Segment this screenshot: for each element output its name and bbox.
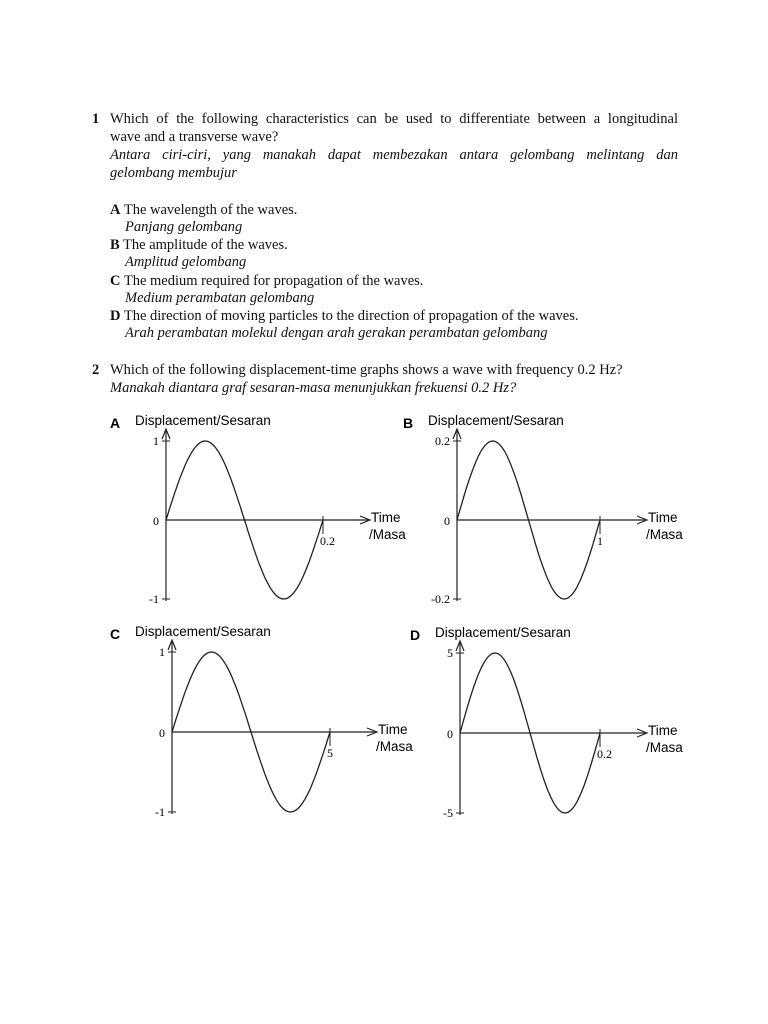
- option-text: The medium required for propagation of the waves.: [123, 273, 424, 289]
- y-tick-label: -1: [149, 592, 159, 606]
- option-c-malay: Medium perambatan gelombang: [125, 290, 315, 306]
- x-axis-label: Time: [371, 510, 401, 525]
- question-2-text: Which of the following displacement-time graphs shows a wave with frequency 0.2 Hz?: [110, 362, 623, 378]
- y-axis-label: Displacement/Sesaran: [435, 625, 571, 640]
- y-tick-label: 1: [153, 434, 159, 448]
- option-text: The wavelength of the waves.: [123, 202, 298, 218]
- question-2-number: 2: [92, 362, 100, 378]
- y-axis-label: Displacement/Sesaran: [428, 413, 564, 428]
- x-axis-label-malay: /Masa: [646, 527, 683, 542]
- x-axis-label: Time: [648, 723, 678, 738]
- x-tick-label: 1: [597, 534, 603, 548]
- x-tick-label: 5: [327, 746, 333, 760]
- y-tick-label: 1: [159, 645, 165, 659]
- y-axis-label: Displacement/Sesaran: [135, 413, 271, 428]
- graph-letter: D: [410, 627, 421, 643]
- y-tick-label: 0: [444, 514, 450, 528]
- option-b-malay: Amplitud gelombang: [125, 254, 247, 270]
- option-letter: C: [110, 273, 121, 289]
- x-tick-label: 0.2: [320, 534, 335, 548]
- y-tick-label: -5: [443, 806, 453, 820]
- question-1-malay-text-cont: gelombang membujur: [110, 165, 237, 181]
- graph-letter: A: [110, 415, 121, 431]
- y-tick-label: -0.2: [431, 592, 450, 606]
- x-axis-label: Time: [378, 722, 408, 737]
- question-1-number: 1: [92, 111, 100, 127]
- y-tick-label: 5: [447, 646, 453, 660]
- x-axis-label-malay: /Masa: [376, 739, 413, 754]
- y-tick-label: 0: [447, 727, 453, 741]
- option-text: The direction of moving particles to the direction of propagation of the waves.: [123, 308, 579, 324]
- y-tick-label: -1: [155, 805, 165, 819]
- option-text: The amplitude of the waves.: [123, 237, 288, 253]
- graph-letter: C: [110, 626, 121, 642]
- option-letter: B: [110, 237, 120, 253]
- option-d-malay: Arah perambatan molekul dengan arah gerakan perambatan gelombang: [125, 325, 548, 341]
- question-1-text: Which of the following characteristics can be used to differentiate between a longitudinal: [110, 111, 678, 127]
- y-tick-label: 0: [153, 514, 159, 528]
- graph-letter: B: [403, 415, 414, 431]
- y-tick-label: 0.2: [435, 434, 450, 448]
- x-tick-label: 0.2: [597, 747, 612, 761]
- question-1-malay-text: Antara ciri-ciri, yang manakah dapat membezakan antara gelombang melintang dan: [110, 147, 678, 163]
- y-axis-label: Displacement/Sesaran: [135, 624, 271, 639]
- option-letter: D: [110, 308, 121, 324]
- question-2-malay-text: Manakah diantara graf sesaran-masa menunjukkan frekuensi 0.2 Hz?: [110, 380, 517, 396]
- x-axis-label-malay: /Masa: [646, 740, 683, 755]
- option-a-malay: Panjang gelombang: [125, 219, 243, 235]
- question-1-text-cont: wave and a transverse wave?: [110, 129, 279, 145]
- option-letter: A: [110, 202, 121, 218]
- x-axis-label: Time: [648, 510, 678, 525]
- x-axis-label-malay: /Masa: [369, 527, 406, 542]
- y-tick-label: 0: [159, 726, 165, 740]
